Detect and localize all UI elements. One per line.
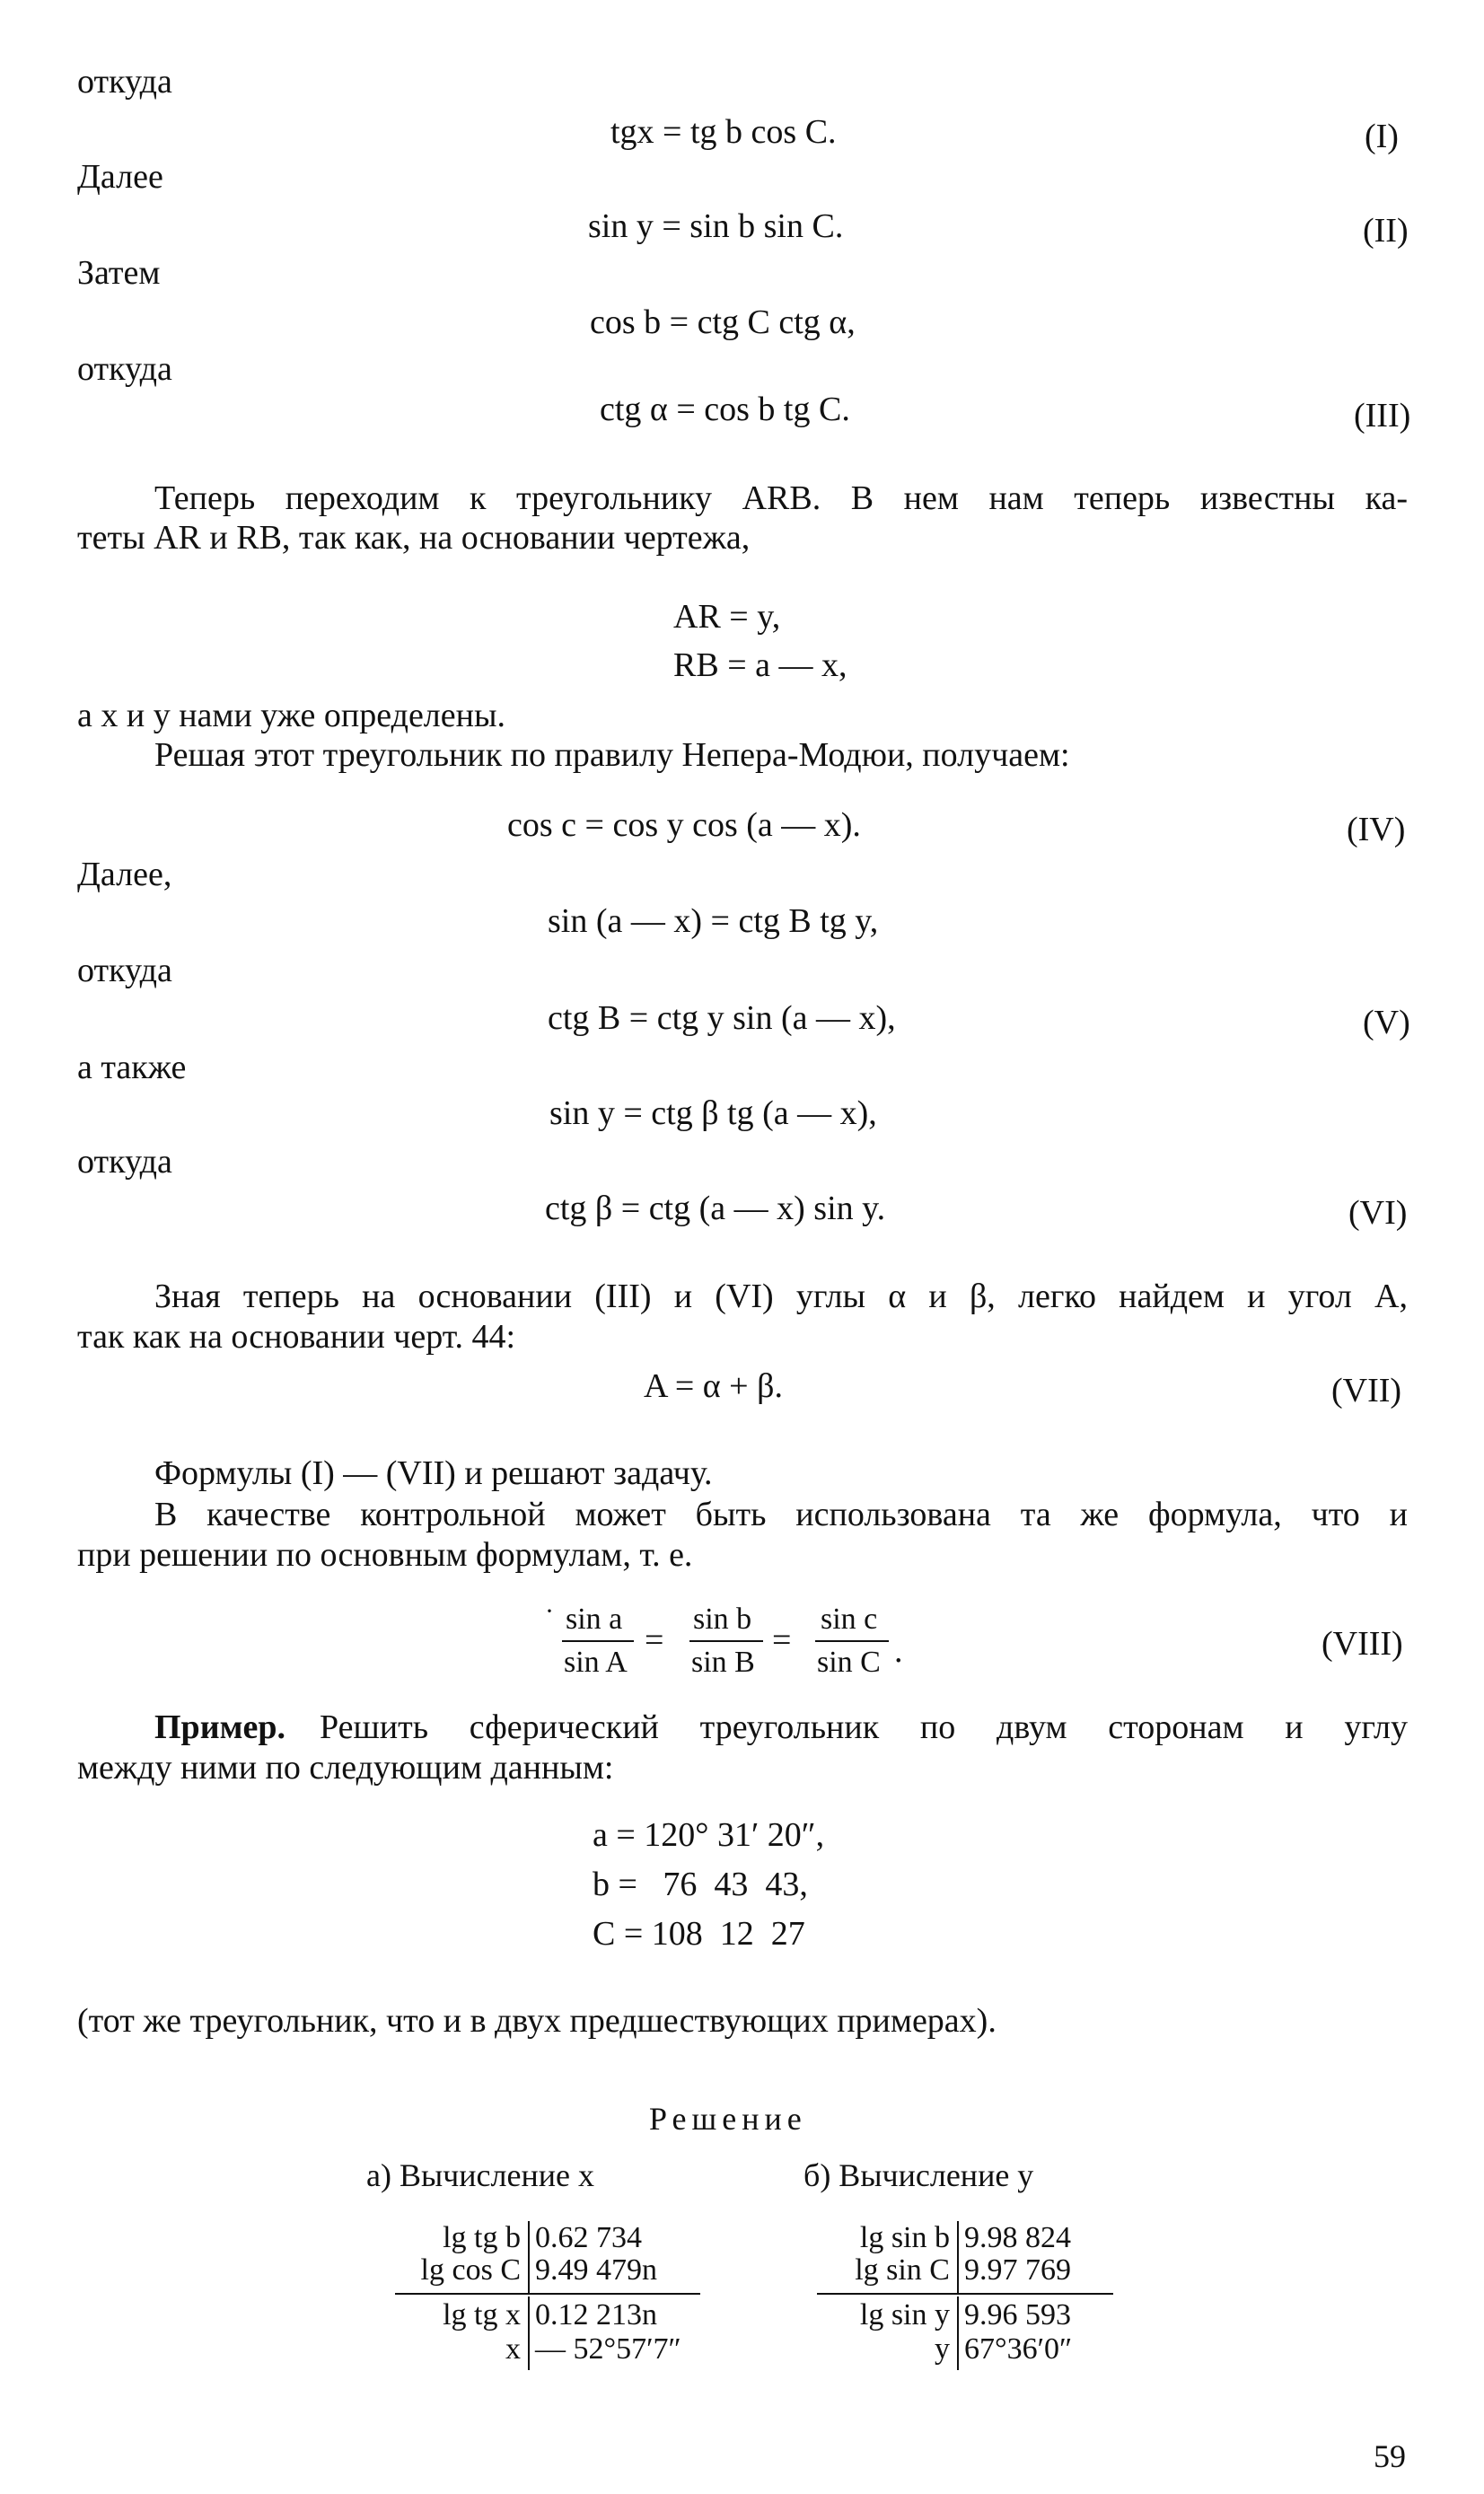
fraction-3-numerator: sin c [821,1603,878,1636]
equation-cos-b: cos b = ctg C ctg α, [590,303,856,341]
paragraph-3: Решая этот треугольник по правилу Непера-Модюи, получаем: [154,736,1070,774]
table-a-row-4-value: — 52°57′7″ [535,2332,681,2366]
paragraph-2: а x и y нами уже определены. [77,697,506,734]
equation-tag-vii: (VII) [1331,1372,1402,1409]
table-a-divider-top [528,2221,530,2293]
fraction-2-numerator: sin b [693,1603,752,1636]
equation-sin-y-2: sin y = ctg β tg (a — x), [549,1094,877,1132]
equation-tag-viii: (VIII) [1322,1625,1403,1663]
word-otkuda-3: откуда [77,952,172,989]
table-b-row-1-label: lg sin b [859,2221,950,2254]
table-a-row-4-label: x [505,2332,521,2366]
example-line-2: между ними по следующим данным: [77,1749,614,1787]
table-b-row-2-label: lg sin C [855,2253,950,2287]
word-a-takzhe: а также [77,1049,187,1086]
page-number: 59 [1374,2438,1406,2474]
equation-vii: A = α + β. [644,1367,783,1405]
equation-ii: sin y = sin b sin C. [588,207,844,245]
equation-tag-vi: (VI) [1348,1194,1408,1232]
table-b-divider-top [957,2221,959,2293]
paragraph-1-line-1: Теперь переходим к треугольнику ARB. В нем нам теперь известны ка- [154,479,1408,517]
paragraph-6-line-2: при решении по основным формулам, т. е. [77,1536,693,1574]
solution-heading: Решение [649,2101,807,2137]
word-otkuda-2: откуда [77,350,172,388]
data-C: C = 108 12 27 [593,1915,805,1953]
equals-sign-2: = [772,1621,792,1659]
fraction-2-bar [689,1640,763,1642]
equation-tag-v: (V) [1363,1004,1410,1041]
equation-vi: ctg β = ctg (a — x) sin y. [545,1190,886,1227]
word-zatem: Затем [77,254,161,292]
table-a-row-1-value: 0.62 734 [535,2221,642,2254]
word-dalee-1: Далее [77,158,163,196]
equation-tag-ii: (II) [1363,212,1409,250]
fraction-2-denominator: sin B [691,1646,755,1679]
table-a-sum-line [395,2293,700,2295]
equation-rb: RB = a — x, [673,646,847,684]
equation-viii-period: . [894,1632,903,1670]
paragraph-1-line-2: теты AR и RB, так как, на основании чертежа, [77,519,751,557]
paragraph-7: (тот же треугольник, что и в двух предшествующих примерах). [77,2002,997,2040]
word-otkuda-4: откуда [77,1143,172,1181]
equation-sin-a-x: sin (a — x) = ctg B tg y, [548,902,879,940]
solution-col-a-title: а) Вычисление x [366,2157,594,2193]
equals-sign-1: = [645,1621,664,1659]
table-b-row-3-value: 9.96 593 [964,2298,1071,2332]
word-dalee-2: Далее, [77,856,172,893]
table-a-row-2-label: lg cos C [420,2253,521,2287]
table-b-row-4-value: 67°36′0″ [964,2332,1073,2366]
fraction-1-denominator: sin A [564,1646,628,1679]
table-a-row-2-value: 9.49 479n [535,2253,657,2287]
equation-viii-dot: · [545,1596,554,1626]
example-label-bold: Пример. [154,1708,285,1746]
equation-iv: cos c = cos y cos (a — x). [507,806,861,844]
equation-i: tgx = tg b cos C. [610,113,837,151]
table-b-row-3-label: lg sin y [859,2298,950,2332]
paragraph-4-line-1: Зная теперь на основании (III) и (VI) углы α и β, легко найдем и угол A, [154,1278,1408,1315]
equation-tag-iv: (IV) [1347,811,1406,848]
word-otkuda-1: откуда [77,63,172,101]
example-line-1: Решить сферический треугольник по двум сторонам и углу [320,1708,1408,1746]
solution-col-b-title: б) Вычисление y [803,2157,1034,2193]
equation-iii: ctg α = cos b tg C. [600,391,850,428]
table-b-row-4-label: y [935,2332,950,2366]
equation-ar: AR = y, [673,598,781,636]
paragraph-5: Формулы (I) — (VII) и решают задачу. [154,1454,713,1492]
paragraph-6-line-1: В качестве контрольной может быть использована та же формула, что и [154,1496,1408,1533]
fraction-1-numerator: sin a [566,1603,623,1636]
table-b-divider-bottom [957,2296,959,2370]
table-a-divider-bottom [528,2296,530,2370]
example-label [154,1710,285,1744]
table-b-sum-line [817,2293,1113,2295]
equation-tag-iii: (III) [1354,397,1411,435]
equation-v: ctg B = ctg y sin (a — x), [548,999,896,1037]
paragraph-4-line-2: так как на основании черт. 44: [77,1318,516,1356]
data-a: a = 120° 31′ 20″, [593,1816,825,1854]
table-a-row-3-value: 0.12 213n [535,2298,657,2332]
fraction-1-bar [562,1640,634,1642]
data-b: b = 76 43 43, [593,1866,808,1903]
table-b-row-2-value: 9.97 769 [964,2253,1071,2287]
table-a-row-1-label: lg tg b [443,2221,521,2254]
fraction-3-bar [815,1640,889,1642]
table-b-row-1-value: 9.98 824 [964,2221,1071,2254]
table-a-row-3-label: lg tg x [443,2298,521,2332]
fraction-3-denominator: sin C [817,1646,881,1679]
equation-tag-i: (I) [1365,118,1399,155]
